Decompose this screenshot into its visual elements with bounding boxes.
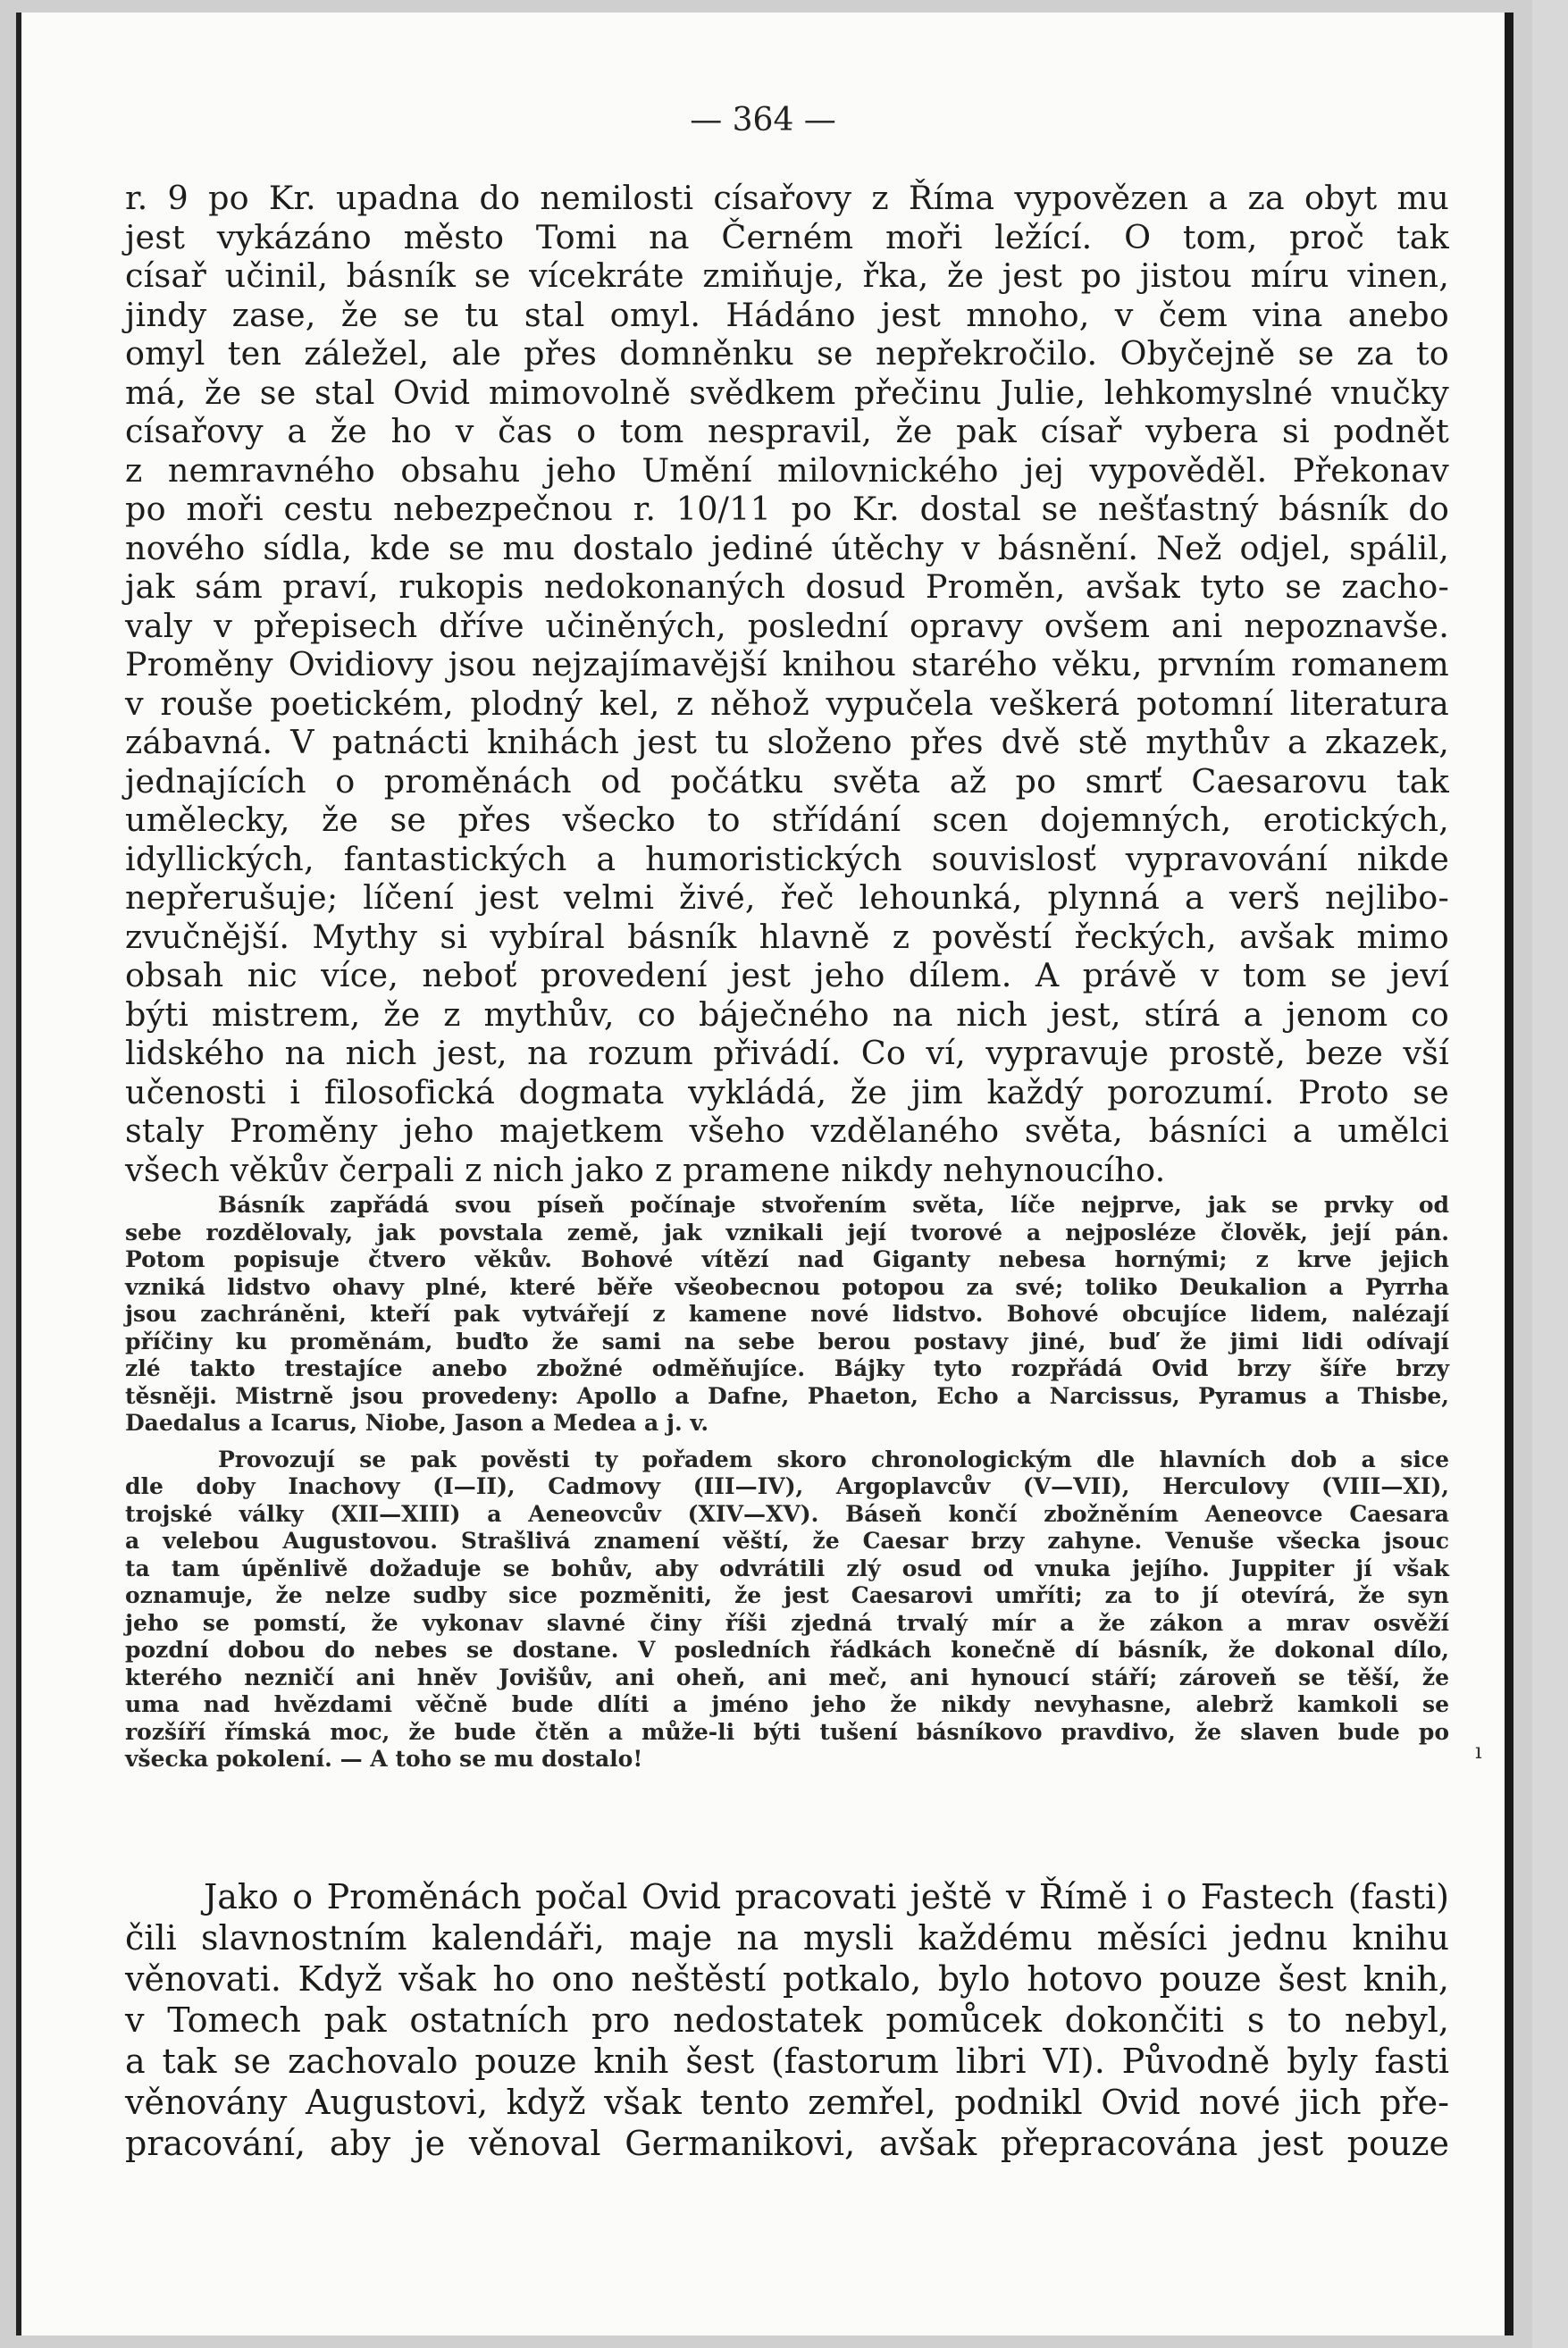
main-paragraph [125,179,1449,1189]
note-line: vzniká lidstvo ohavy plné, které běře všeobecnou potopou za své; toliko Deukalion a Pyrrha [125,1273,1449,1300]
note-line: pozdní dobou do nebes se dostane. V posledních řádkách konečně dí básník, že dokonal dílo, [125,1637,1449,1663]
text-line: čili slavnostním kalendáři, maje na mysli každému měsíci jednu knihu [125,1918,1449,1958]
text-line: staly Proměny jeho majetkem všeho vzdělaného světa, básníci a umělci [125,1111,1449,1150]
text-line: a tak se zachovalo pouze knih šest (fastorum libri VI). Původně byly fasti [125,2042,1449,2081]
text-line: zvučnější. Mythy si vybíral básník hlavně z pověstí řeckých, avšak mimo [125,917,1449,956]
text-line: umělecky, že se přes všecko to střídání scen dojemných, erotických, [125,801,1449,839]
text-line: nového sídla, kde se mu dostalo jediné útěchy v básnění. Než odjel, spálil, [125,528,1449,567]
note-line: zlé takto trestajíce anebo zbožné odměňujíce. Bájky tyto rozpřádá Ovid brzy šíře brzy [125,1355,1449,1381]
text-line: po moři cestu nebezpečnou r. 10/11 po Kr. dostal se nešťastný básník do [125,490,1449,528]
text-line: jednajících o proměnách od počátku světa až po smrť Caesarovu tak [125,761,1449,801]
note-line: oznamuje, že nelze sudby sice pozměniti, že jest Caesarovi umříti; za to jí otevírá, že syn [125,1582,1449,1608]
page-number: — 364 — [690,102,836,138]
text-line: jest vykázáno město Tomi na Černém moři ležící. O tom, proč tak [125,217,1449,256]
text-line: věnovati. Když však ho ono neštěstí potkalo, bylo hotovo pouze šest knih, [125,1959,1449,1999]
text-line: nepřerušuje; líčení jest velmi živé, řeč lehounká, plynná a verš nejlibo- [125,878,1449,917]
text-line: z nemravného obsahu jeho Umění milovnického jej vypověděl. Překonav [125,450,1449,490]
note-line: Básník zapřádá svou píseň počínaje stvořením světa, líče nejprve, jak se prvky od [218,1192,1449,1218]
scan-edge [1532,0,1568,2348]
text-line: má, že se stal Ovid mimovolně svědkem přečinu Julie, lehkomyslné vnučky [125,373,1449,412]
text-line: v rouše poetickém, plodný kel, z něhož vypučela veškerá potomní literatura [125,683,1449,723]
note-line: rozšíří římská moc, že bude čtěn a může-li býti tušení básníkovo pravdivo, že slaven bude po [125,1718,1449,1745]
note-line: kterého nezničí ani hněv Jovišův, ani oheň, ani meč, ani hynoucí stáří; zároveň se těší, že [125,1664,1449,1690]
text-line: pracování, aby je věnoval Germanikovi, avšak přepracována jest pouze [125,2124,1449,2163]
note-line: sebe rozdělovaly, jak povstala země, jak vznikali její tvorové a nejposléze člověk, její pán. [125,1219,1449,1245]
text-line: věnovány Augustovi, když však tento zemřel, podnikl Ovid nové jich pře- [125,2083,1449,2122]
note-line: a velebou Augustovou. Strašlivá znamení věští, že Caesar brzy zahyne. Venuše všecka jsouc [125,1528,1449,1554]
note-line: Daedalus a Icarus, Niobe, Jason a Medea a j. v. [125,1410,709,1436]
text-line: jindy zase, že se tu stal omyl. Hádáno jest mnoho, v čem vina anebo [125,295,1449,334]
margin-mark: ı [1475,1739,1482,1764]
note-line: těsněji. Mistrně jsou provedeny: Apollo a Dafne, Phaeton, Echo a Narcissus, Pyramus a Thisbe, [125,1382,1449,1409]
text-line: jak sám praví, rukopis nedokonaných dosud Proměn, avšak tyto se zacho- [125,567,1449,606]
text-line: idyllických, fantastických a humoristických souvislosť vypravování nikde [125,839,1449,878]
text-line: Proměny Ovidiovy jsou nejzajímavější knihou starého věku, prvním romanem [125,645,1449,683]
text-line: valy v přepisech dříve učiněných, poslední opravy ovšem ani nepoznavše. [125,606,1449,645]
text-line: r. 9 po Kr. upadna do nemilosti císařovy z Říma vypovězen a za obyt mu [125,179,1449,217]
text-line: omyl ten záležel, ale přes domněnku se nepřekročilo. Obyčejně se za to [125,334,1449,373]
text-line: zábavná. V patnácti knihách jest tu složeno přes dvě stě mythův a zkazek, [125,723,1449,761]
text-line: všech věkův čerpali z nich jako z pramene nikdy nehynoucího. [125,1150,1166,1189]
note-line: trojské války (XII—XIII) a Aeneovcův (XIV—XV). Báseň končí zbožněním Aeneovce Caesara [125,1500,1449,1527]
note-line: jsou zachráněni, kteří pak vytvářejí z kamene nové lidstvo. Bohové obcujíce lidem, nalézají [125,1301,1449,1327]
text-line: býti mistrem, že z mythův, co báječného na nich jest, stírá a jenom co [125,994,1449,1034]
text-line: obsah nic více, neboť provedení jest jeho dílem. A právě v tom se jeví [125,956,1449,994]
text-line: Jako o Proměnách počal Ovid pracovati ještě v Římě i o Fastech (fasti) [204,1877,1449,1916]
text-line: učenosti i filosofická dogmata vykládá, že jim každý porozumí. Proto se [125,1072,1449,1111]
note-section [125,1192,1449,1774]
note-line: uma nad hvězdami věčně bude dlíti a jméno jeho že nikdy nevyhasne, alebrž kamkoli se [125,1691,1449,1717]
final-paragraph [125,1876,1449,2164]
note-line: ta tam úpěnlivě dožaduje se bohův, aby odvrátili zlý osud od vnuka jejího. Juppiter jí však [125,1555,1449,1581]
note-line: Provozují se pak pověsti ty pořadem skoro chronologickým dle hlavních dob a sice [218,1446,1449,1472]
text-line: císař učinil, básník se vícekráte zmiňuje, řka, že jest po jistou míru vinen, [125,256,1449,295]
note-line: příčiny ku proměnám, buďto že sami na sebe berou postavy jiné, buď že jimi lidi odívají [125,1328,1449,1354]
note-line: dle doby Inachovy (I—II), Cadmovy (III—IV), Argoplavcův (V—VII), Herculovy (VIII—XI), [125,1473,1449,1499]
note-line: jeho se pomstí, že vykonav slavné činy říši zjedná trvalý mír a že zákon a mrav osvěží [125,1609,1449,1636]
text-line: císařovy a že ho v čas o tom nespravil, že pak císař vybera si podnět [125,412,1449,450]
note-line: všecka pokolení. — A toho se mu dostalo! [125,1746,643,1772]
text-line: lidského na nich jest, na rozum přivádí. Co ví, vypravuje prostě, beze vší [125,1034,1449,1072]
note-line: Potom popisuje čtvero věkův. Bohové vítězí nad Giganty nebesa hornými; z krve jejich [125,1246,1449,1272]
text-line: v Tomech pak ostatních pro nedostatek pomůcek dokončiti s to nebyl, [125,2000,1449,2040]
